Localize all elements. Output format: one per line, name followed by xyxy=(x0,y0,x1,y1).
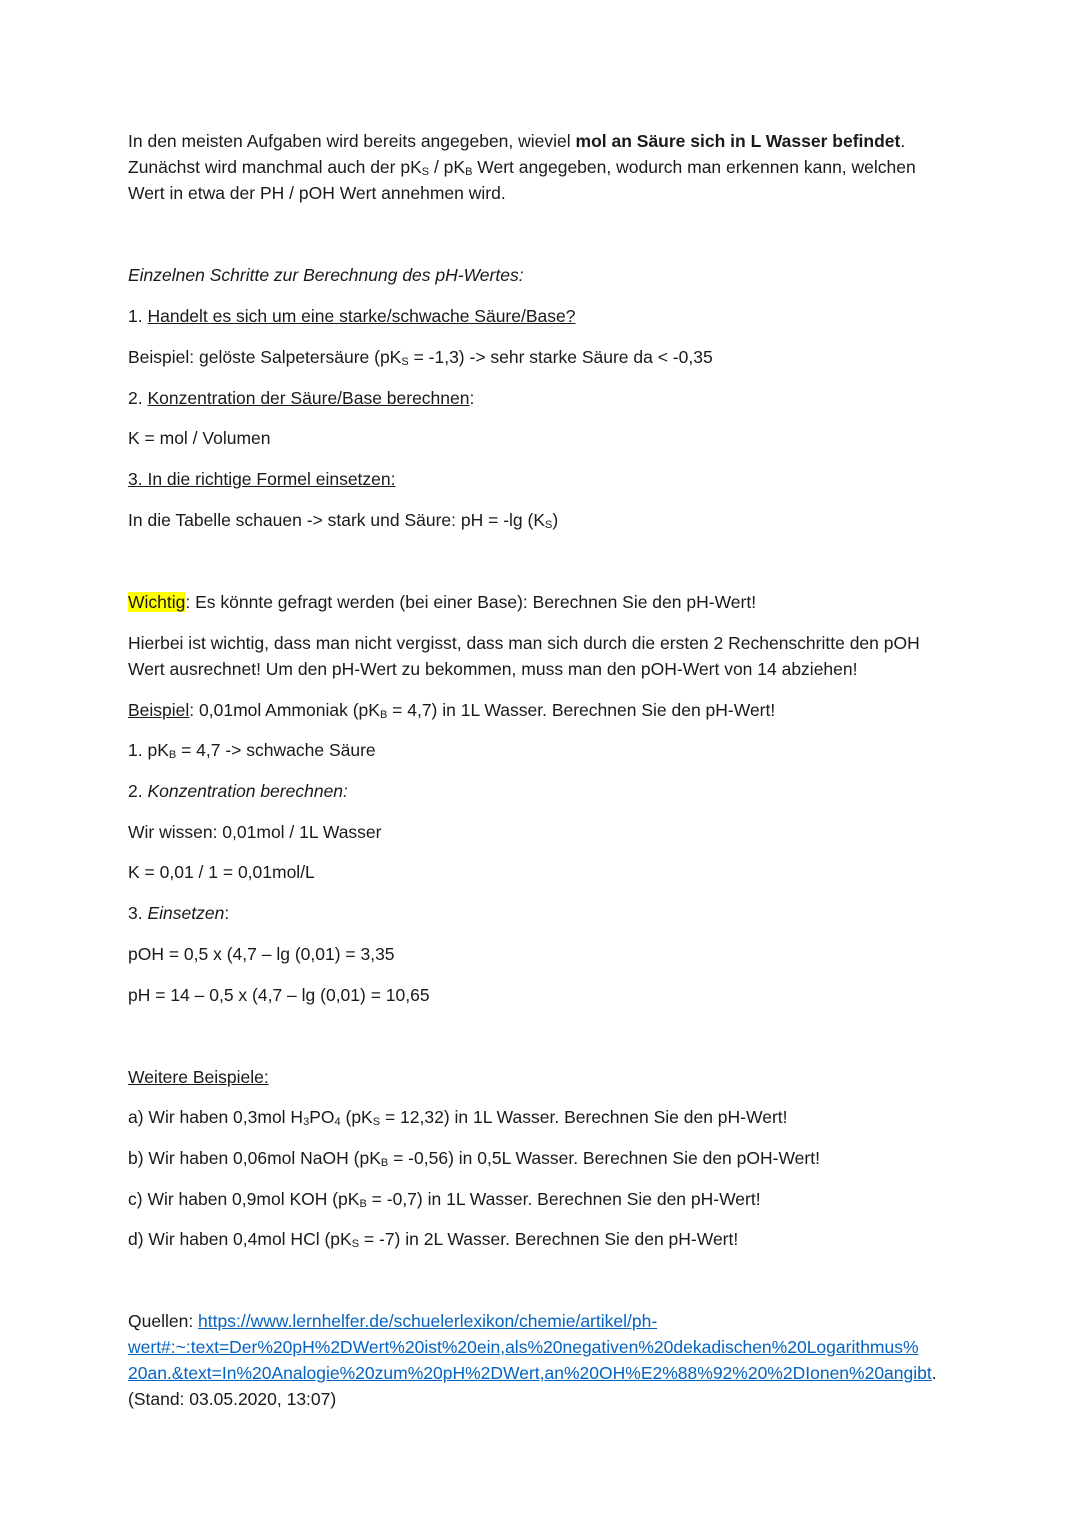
example-text: (pK xyxy=(340,1107,373,1127)
subscript: 3 xyxy=(303,1116,310,1128)
example-text: = 4,7 -> schwache Säure xyxy=(176,740,376,760)
source-period: . xyxy=(931,1363,937,1383)
sources-line-1 xyxy=(128,1308,657,1334)
step-label: Einsetzen xyxy=(147,903,225,923)
example-step-3-line-2: pH = 14 – 0,5 x (4,7 – lg (0,01) = 10,65 xyxy=(128,985,430,1005)
source-link-line-3[interactable]: 20an.&text=In%20Analogie%20zum%20pH%2DWert,an%20OH%E2%88%92%20%2DIonen%20angibt xyxy=(128,1363,932,1383)
important-highlight: Wichtig xyxy=(128,592,186,612)
subscript: S xyxy=(421,166,430,178)
example-step-2-line-2: K = 0,01 / 1 = 0,01mol/L xyxy=(128,862,315,882)
intro-text: In den meisten Aufgaben wird bereits angegeben, wieviel xyxy=(128,131,576,151)
intro-period: . xyxy=(900,131,906,151)
example-text: b) Wir haben 0,06mol NaOH (pK xyxy=(128,1148,381,1168)
step-label: . In die richtige Formel einsetzen: xyxy=(137,469,396,489)
example-step-2 xyxy=(128,778,348,804)
example-text: = -0,56) in 0,5L Wasser. Berechnen Sie den pOH-Wert! xyxy=(388,1148,820,1168)
intro-text: / pK xyxy=(429,157,466,177)
more-examples-heading: Weitere Beispiele: xyxy=(128,1067,269,1087)
important-para-2: Wert ausrechnet! Um den pH-Wert zu bekommen, muss man den pOH-Wert von 14 abziehen! xyxy=(128,659,858,679)
step-2 xyxy=(128,385,474,411)
example-text: PO xyxy=(309,1107,335,1127)
example-text: c) Wir haben 0,9mol KOH (pK xyxy=(128,1189,360,1209)
step-1 xyxy=(128,303,575,329)
sources-label: Quellen: xyxy=(128,1311,199,1331)
step-colon: : xyxy=(224,903,230,923)
step-number: 2. xyxy=(128,781,148,801)
more-example-a xyxy=(128,1104,788,1130)
intro-line-3: Wert in etwa der PH / pOH Wert annehmen wird. xyxy=(128,183,506,203)
subscript: S xyxy=(401,356,409,368)
example-heading xyxy=(128,697,775,723)
example-step-2-line-1: Wir wissen: 0,01mol / 1L Wasser xyxy=(128,822,382,842)
intro-line-1 xyxy=(128,128,905,154)
important-text: : Es könnte gefragt werden (bei einer Base): Berechnen Sie den pH-Wert! xyxy=(185,592,757,612)
example-text: : 0,01mol Ammoniak (pK xyxy=(189,700,380,720)
intro-line-2 xyxy=(128,154,916,180)
step-3 xyxy=(128,466,396,492)
sources-date: (Stand: 03.05.2020, 13:07) xyxy=(128,1389,337,1409)
step-number: 3 xyxy=(128,469,138,489)
example-text: = -1,3) -> sehr starke Säure da < -0,35 xyxy=(408,347,713,367)
intro-text: Wert angegeben, wodurch man erkennen kann, welchen xyxy=(472,157,916,177)
example-step-3-line-1: pOH = 0,5 x (4,7 – lg (0,01) = 3,35 xyxy=(128,944,395,964)
subscript: 4 xyxy=(334,1116,341,1128)
example-text: = -7) in 2L Wasser. Berechnen Sie den pH-Wert! xyxy=(359,1229,739,1249)
source-link[interactable]: https://www.lernhelfer.de/schuelerlexikon/chemie/artikel/ph- xyxy=(198,1311,658,1331)
step-colon: : xyxy=(469,388,475,408)
subscript: S xyxy=(372,1116,381,1128)
more-example-d xyxy=(128,1226,738,1252)
example-text: 1. pK xyxy=(128,740,169,760)
important-line xyxy=(128,589,756,615)
step-label: Konzentration berechnen: xyxy=(147,781,348,801)
example-text: d) Wir haben 0,4mol HCl (pK xyxy=(128,1229,352,1249)
step-number: 2. xyxy=(128,388,148,408)
example-text: = 4,7) in 1L Wasser. Berechnen Sie den pH-Wert! xyxy=(387,700,776,720)
intro-text: Zunächst wird manchmal auch der pK xyxy=(128,157,422,177)
step-number: 3. xyxy=(128,903,148,923)
steps-heading: Einzelnen Schritte zur Berechnung des pH-Wertes: xyxy=(128,265,524,285)
subscript: B xyxy=(379,709,388,721)
example-label: Beispiel xyxy=(128,700,190,720)
step-text: In die Tabelle schauen -> stark und Säure: pH = -lg (K xyxy=(128,510,546,530)
example-text: = -0,7) in 1L Wasser. Berechnen Sie den pH-Wert! xyxy=(366,1189,761,1209)
step-1-example xyxy=(128,344,713,370)
step-label: Handelt es sich um eine starke/schwache Säure/Base? xyxy=(147,306,576,326)
example-step-1 xyxy=(128,737,376,763)
intro-bold-text: mol an Säure sich in L Wasser befindet xyxy=(575,131,901,151)
step-text: ) xyxy=(552,510,559,530)
subscript: B xyxy=(465,166,473,178)
subscript: S xyxy=(351,1238,360,1250)
step-3-text xyxy=(128,507,558,533)
sources-line-3 xyxy=(128,1360,937,1386)
example-text: Beispiel: gelöste Salpetersäure (pK xyxy=(128,347,402,367)
step-number: 1. xyxy=(128,306,148,326)
subscript: B xyxy=(380,1157,389,1169)
step-label: Konzentration der Säure/Base berechnen xyxy=(147,388,470,408)
example-step-3 xyxy=(128,900,229,926)
subscript: B xyxy=(168,749,177,761)
source-link-line-2[interactable]: wert#:~:text=Der%20pH%2DWert%20ist%20ein,als%20negativen%20dekadischen%20Logarithmus% xyxy=(128,1337,919,1357)
more-example-b xyxy=(128,1145,820,1171)
subscript: S xyxy=(545,519,553,531)
more-example-c xyxy=(128,1186,761,1212)
important-para-1: Hierbei ist wichtig, dass man nicht vergisst, dass man sich durch die ersten 2 Rechenschritte den pOH xyxy=(128,633,920,653)
step-2-formula: K = mol / Volumen xyxy=(128,428,271,448)
example-text: = 12,32) in 1L Wasser. Berechnen Sie den pH-Wert! xyxy=(380,1107,788,1127)
example-text: a) Wir haben 0,3mol H xyxy=(128,1107,304,1127)
subscript: B xyxy=(359,1198,367,1210)
